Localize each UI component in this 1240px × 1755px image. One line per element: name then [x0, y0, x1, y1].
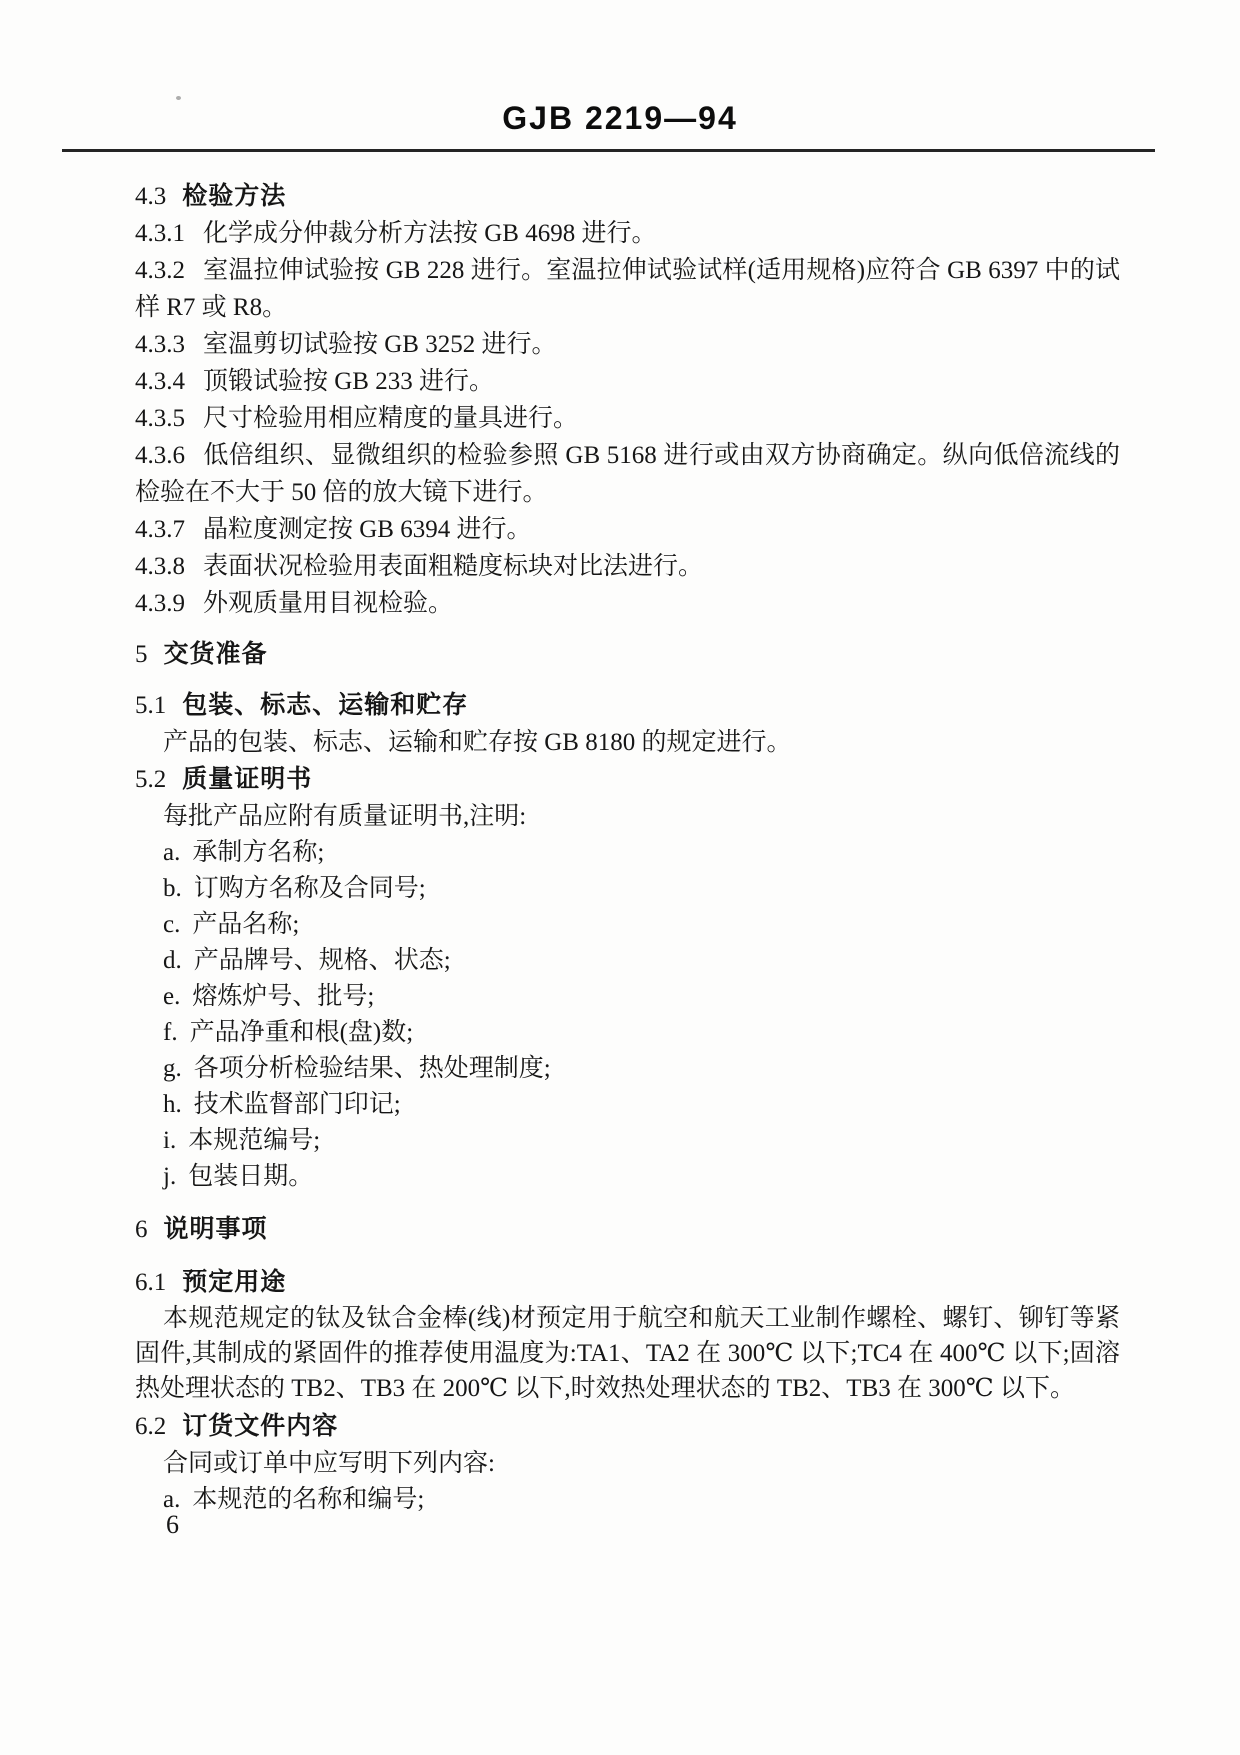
- clause-number: 4.3.6: [135, 442, 185, 469]
- section-title: 订货文件内容: [182, 1413, 339, 1440]
- section-5-heading: [135, 636, 1120, 673]
- list-item-c: [135, 907, 1120, 943]
- list-label: a.: [163, 839, 181, 866]
- section-title: 预定用途: [182, 1269, 287, 1296]
- section-title: 检验方法: [182, 183, 287, 210]
- section-title: 质量证明书: [182, 766, 313, 793]
- section-number: 6.1: [135, 1269, 167, 1296]
- clause-4-3-4: [135, 363, 1120, 400]
- clause-4-3-3: [135, 326, 1120, 363]
- clause-text: 室温剪切试验按 GB 3252 进行。: [203, 331, 557, 358]
- list-label: b.: [163, 875, 182, 902]
- clause-4-3-2: [135, 252, 1120, 326]
- list-text: 熔炼炉号、批号;: [192, 983, 375, 1010]
- list-text: 产品名称;: [192, 911, 300, 938]
- list-item-h: [135, 1087, 1120, 1123]
- list-label: i.: [163, 1127, 177, 1154]
- list-label: h.: [163, 1091, 182, 1118]
- section-number: 5.2: [135, 766, 167, 793]
- section-number: 4.3: [135, 183, 167, 210]
- clause-text: 晶粒度测定按 GB 6394 进行。: [203, 516, 532, 543]
- section-5-2-heading: [135, 761, 1120, 798]
- page-number: 6: [166, 1510, 179, 1539]
- list-text: 包装日期。: [188, 1163, 314, 1190]
- section-6-2-heading: [135, 1408, 1120, 1445]
- section-number: 5.1: [135, 692, 167, 719]
- list-item-e: [135, 979, 1120, 1015]
- list-text: 承制方名称;: [192, 839, 325, 866]
- section-6-heading: [135, 1211, 1120, 1248]
- list-label: f.: [163, 1019, 178, 1046]
- clause-text: 化学成分仲裁分析方法按 GB 4698 进行。: [203, 220, 657, 247]
- clause-number: 4.3.4: [135, 368, 185, 395]
- clause-number: 4.3.3: [135, 331, 185, 358]
- clause-number: 4.3.1: [135, 220, 185, 247]
- list-text: 本规范的名称和编号;: [192, 1486, 425, 1513]
- clause-number: 4.3.7: [135, 516, 185, 543]
- list-item-f: [135, 1015, 1120, 1051]
- clause-number: 4.3.9: [135, 590, 185, 617]
- paragraph-6-2: 合同或订单中应写明下列内容:: [163, 1450, 495, 1477]
- section-title: 交货准备: [163, 641, 268, 668]
- list-item-i: [135, 1123, 1120, 1159]
- clause-4-3-5: [135, 400, 1120, 437]
- standard-code-header: GJB 2219—94: [502, 100, 738, 136]
- list-item-j: [135, 1159, 1120, 1195]
- list-item-a: [135, 835, 1120, 871]
- clause-4-3-8: [135, 548, 1120, 585]
- clause-4-3-9: [135, 585, 1120, 622]
- paragraph-5-1: 产品的包装、标志、运输和贮存按 GB 8180 的规定进行。: [163, 729, 792, 756]
- clause-4-3-1: [135, 215, 1120, 252]
- document-body: [135, 178, 1120, 1518]
- list-text: 本规范编号;: [188, 1127, 321, 1154]
- clause-number: 4.3.5: [135, 405, 185, 432]
- header-divider: [62, 149, 1155, 152]
- section-title: 说明事项: [163, 1216, 268, 1243]
- section-number: 6: [135, 1216, 148, 1243]
- clause-text: 外观质量用目视检验。: [203, 590, 454, 617]
- list-label: c.: [163, 911, 181, 938]
- list-item-b: [135, 871, 1120, 907]
- clause-text: 尺寸检验用相应精度的量具进行。: [203, 405, 579, 432]
- clause-text: 低倍组织、显微组织的检验参照 GB 5168 进行或由双方协商确定。纵向低倍流线的检验在不大于 50 倍的放大镜下进行。: [135, 442, 1120, 506]
- list-label: a.: [163, 1486, 181, 1513]
- clause-4-3-6: [135, 437, 1120, 511]
- list-label: g.: [163, 1055, 182, 1082]
- clause-4-3-7: [135, 511, 1120, 548]
- list-item-d: [135, 943, 1120, 979]
- clause-text: 室温拉伸试验按 GB 228 进行。室温拉伸试验试样(适用规格)应符合 GB 6397 中的试样 R7 或 R8。: [135, 257, 1120, 321]
- list-text: 产品牌号、规格、状态;: [193, 947, 451, 974]
- list-item-g: [135, 1051, 1120, 1087]
- clause-number: 4.3.8: [135, 553, 185, 580]
- list-text: 产品净重和根(盘)数;: [189, 1019, 414, 1046]
- list-text: 技术监督部门印记;: [193, 1091, 401, 1118]
- list-label: d.: [163, 947, 182, 974]
- clause-number: 4.3.2: [135, 257, 185, 284]
- paragraph-5-2: 每批产品应附有质量证明书,注明:: [163, 803, 527, 830]
- list-text: 订购方名称及合同号;: [193, 875, 426, 902]
- list-text: 各项分析检验结果、热处理制度;: [193, 1055, 551, 1082]
- list-item-6-2-a: [135, 1482, 1120, 1518]
- section-4-3-heading: [135, 178, 1120, 215]
- section-number: 6.2: [135, 1413, 167, 1440]
- clause-text: 顶锻试验按 GB 233 进行。: [203, 368, 494, 395]
- list-label: j.: [163, 1163, 177, 1190]
- section-5-1-heading: [135, 687, 1120, 724]
- section-6-1-heading: [135, 1264, 1120, 1301]
- paragraph-6-1: 本规范规定的钛及钛合金棒(线)材预定用于航空和航天工业制作螺栓、螺钉、铆钉等紧固件,其制成的紧固件的推荐使用温度为:TA1、TA2 在 300℃ 以下;TC4 在 400℃ 以下;固溶热处理状态的 TB2、TB3 在 200℃ 以下,时效热处理状态的 TB2、TB3 在 300℃ 以下。: [135, 1305, 1120, 1402]
- section-number: 5: [135, 641, 148, 668]
- clause-text: 表面状况检验用表面粗糙度标块对比法进行。: [203, 553, 704, 580]
- list-label: e.: [163, 983, 181, 1010]
- section-title: 包装、标志、运输和贮存: [182, 692, 469, 719]
